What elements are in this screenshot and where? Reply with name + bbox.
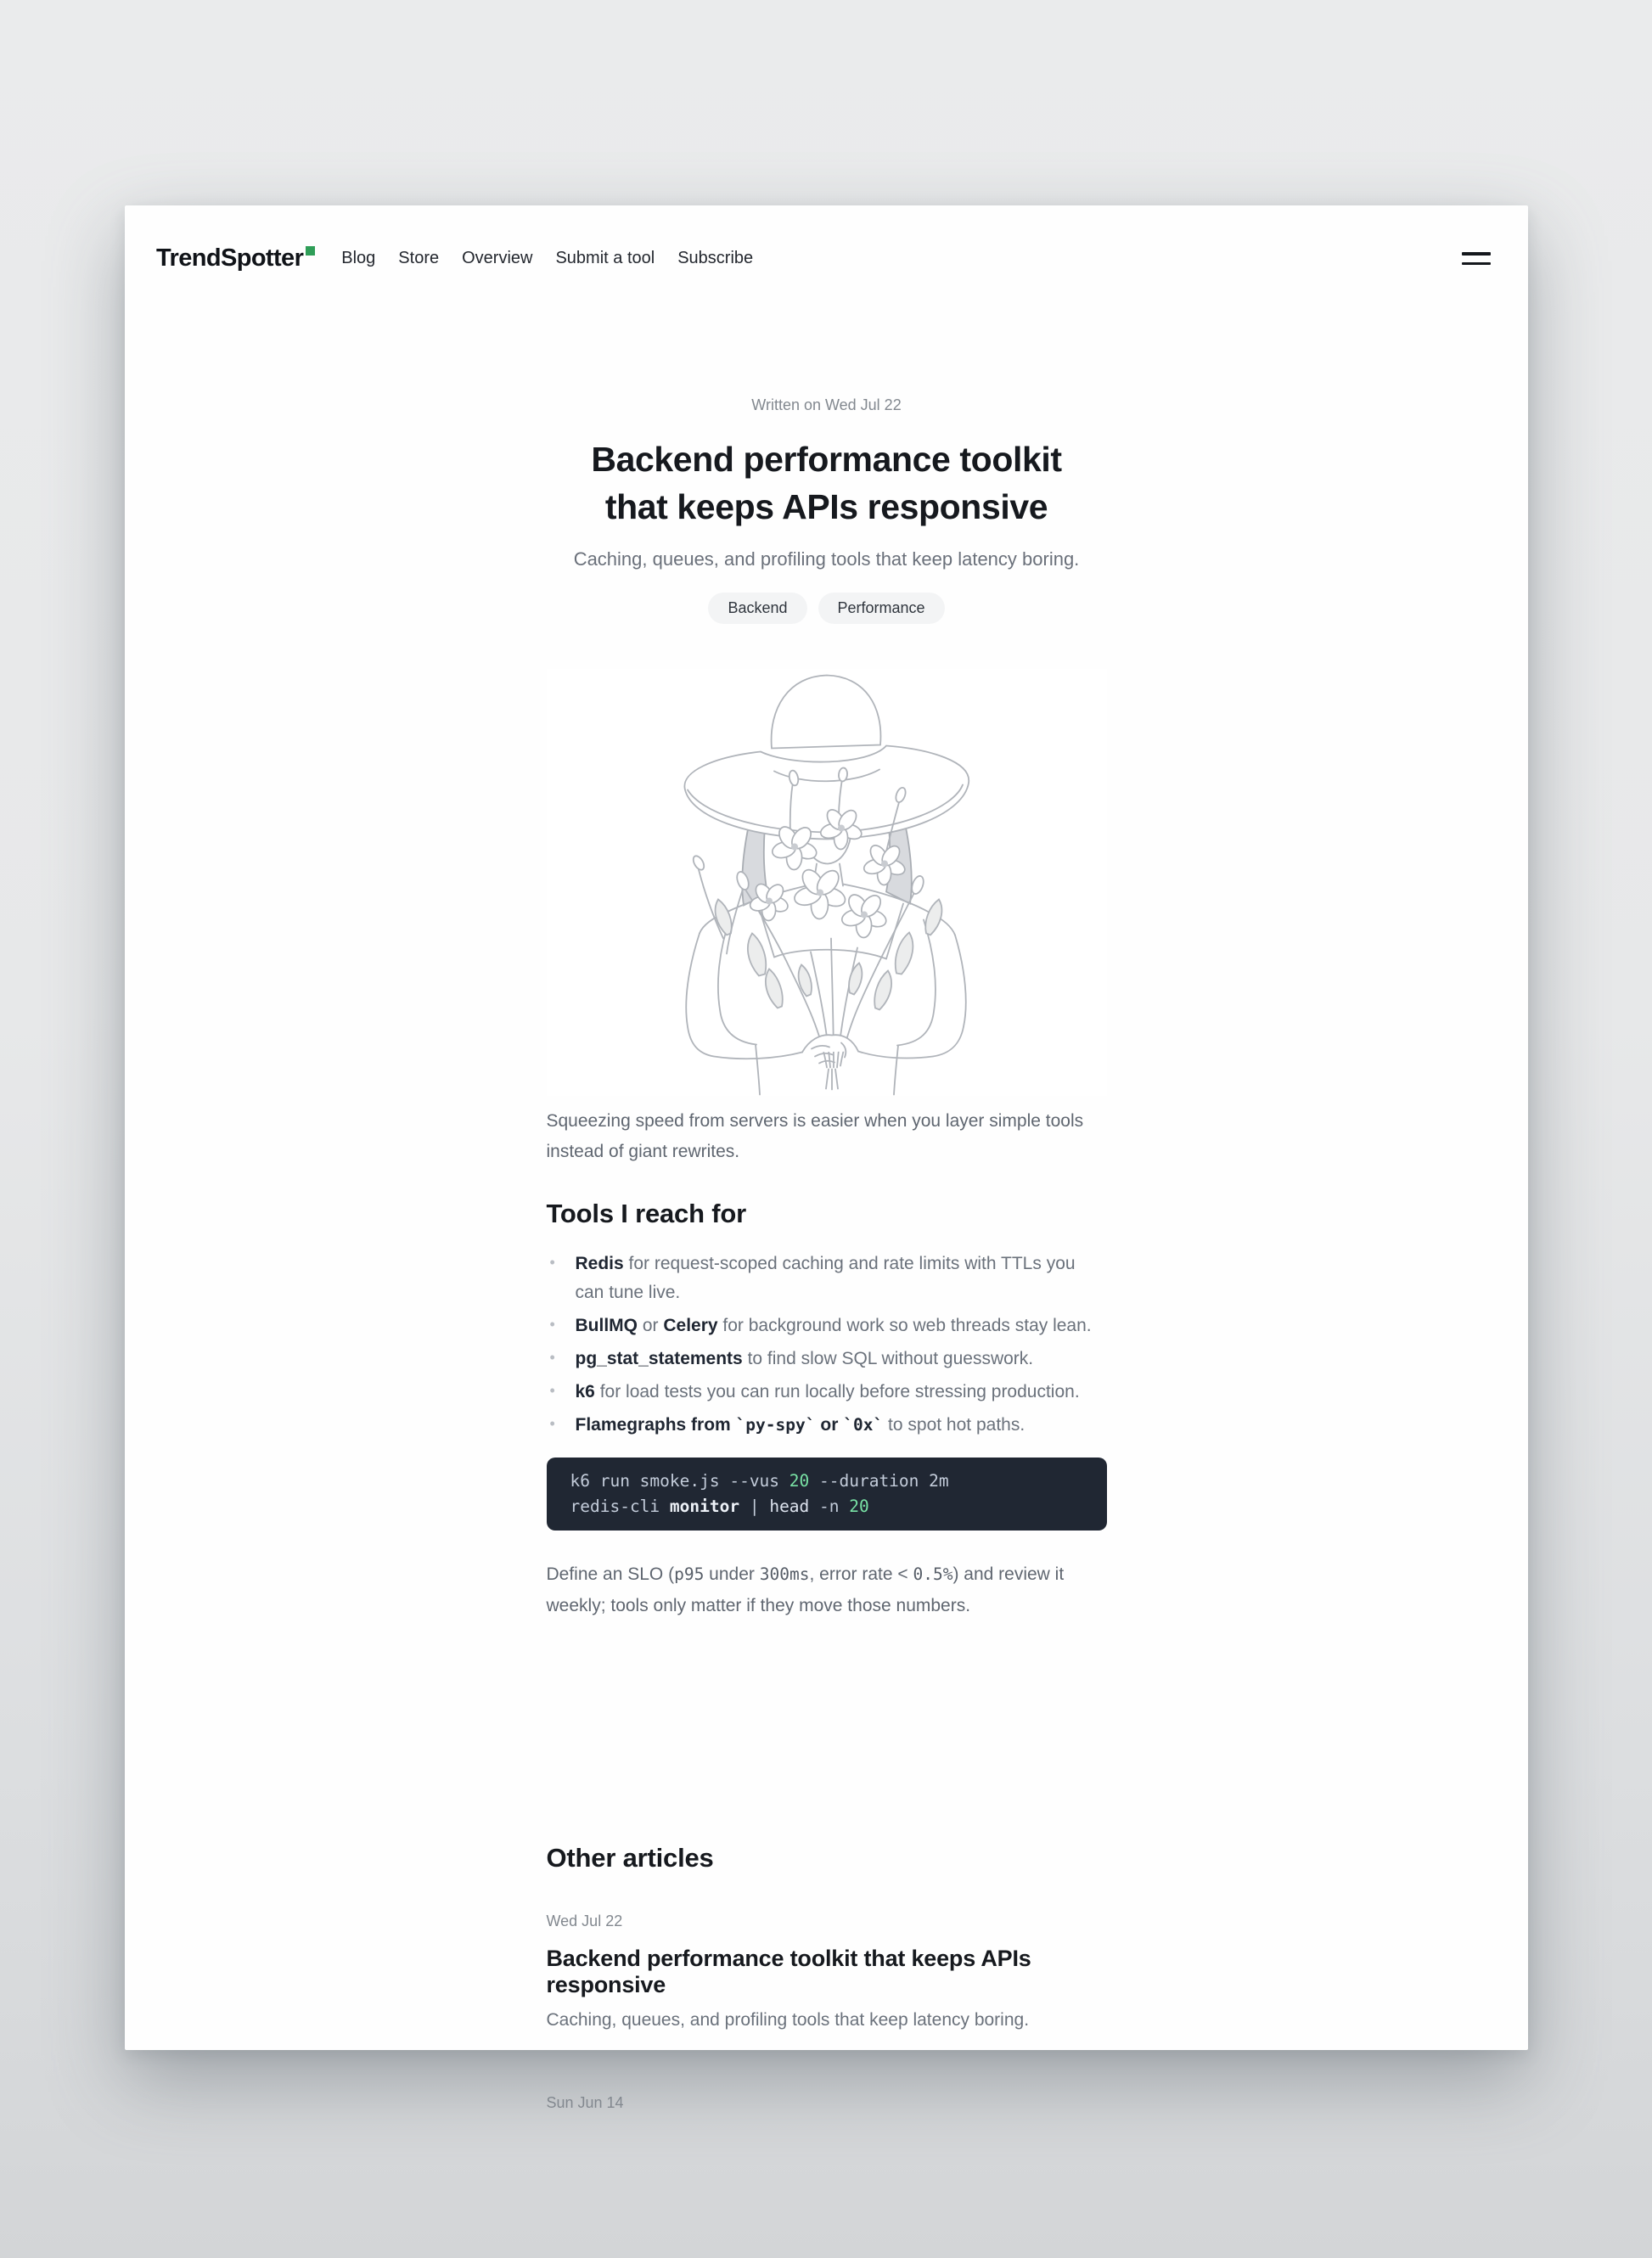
text-segment: redis-cli (570, 1496, 670, 1516)
site-logo[interactable] (156, 244, 315, 272)
text-segment: for load tests you can run locally before stressing production. (594, 1382, 1080, 1402)
nav-link-subscribe[interactable]: Subscribe (677, 249, 754, 267)
text-segment: ) and review it weekly; tools only matter if they move those numbers. (546, 1564, 1065, 1615)
text-segment: Define an SLO ( (546, 1564, 675, 1584)
section-heading-tools: Tools I reach for (546, 1199, 746, 1229)
flower-center (838, 824, 845, 831)
text-segment: to find slow SQL without guesswork. (742, 1349, 1034, 1369)
code-block (547, 1458, 1107, 1531)
article-tags (547, 593, 1107, 624)
list-item (576, 1345, 1107, 1373)
text-segment: , error rate < (809, 1564, 913, 1584)
text-segment: --duration 2m (809, 1470, 949, 1491)
section-heading-other-articles: Other articles (546, 1842, 714, 1873)
text-segment: for background work so web threads stay lean. (717, 1316, 1092, 1336)
tools-list (547, 1250, 1107, 1440)
flower-center (766, 897, 773, 904)
text-segment: -n (809, 1496, 850, 1516)
text-segment: pg_stat_statements (575, 1349, 743, 1369)
text-segment: head (769, 1496, 810, 1516)
article-title (547, 436, 1107, 531)
tag-pill-backend[interactable]: Backend (708, 593, 806, 624)
code-line (570, 1494, 1083, 1519)
flower-center (791, 843, 798, 850)
text-segment: 300ms (759, 1564, 810, 1584)
article-outro (547, 1559, 1107, 1622)
article-link-title: Backend performance toolkit that keeps APIs responsive (546, 1945, 1031, 1997)
hero-illustration (547, 669, 1107, 1096)
flower-center (817, 889, 823, 896)
article-title-line: that keeps APIs responsive (604, 486, 1048, 526)
nav-link-store[interactable]: Store (398, 249, 440, 267)
text-segment: or (638, 1316, 664, 1336)
main-nav (341, 249, 753, 268)
text-segment: | (739, 1496, 770, 1516)
hamburger-icon (1462, 252, 1491, 256)
article-subtitle: Caching, queues, and profiling tools that keep latency boring. (573, 548, 1080, 570)
article-intro: Squeezing speed from servers is easier when you layer simple tools instead of giant rewrites. (546, 1110, 1084, 1162)
text-segment: Flamegraphs from (575, 1415, 736, 1435)
site-header (125, 205, 1528, 272)
hamburger-icon (1462, 262, 1491, 266)
list-item (576, 1411, 1107, 1440)
text-segment: 20 (849, 1496, 869, 1516)
text-segment: Celery (663, 1316, 718, 1336)
text-segment: 20 (789, 1470, 810, 1491)
text-segment: 0.5% (913, 1564, 953, 1584)
site-logo-text: TrendSpotter (156, 244, 304, 272)
hero-image (547, 669, 1107, 1096)
text-segment: `0x` (843, 1415, 884, 1435)
text-segment: p95 (674, 1564, 705, 1584)
article-meta: Written on Wed Jul 22 (751, 396, 902, 413)
flower-center (861, 911, 868, 918)
text-segment: k6 run smoke.js --vus (570, 1470, 789, 1491)
text-segment: or (815, 1415, 844, 1435)
article-date: Wed Jul 22 (546, 1912, 623, 1929)
article-date: Sun Jun 14 (546, 2094, 624, 2112)
text-segment: monitor (669, 1496, 740, 1516)
menu-button[interactable] (1460, 247, 1492, 270)
text-segment: `py-spy` (735, 1415, 816, 1435)
article-description: Caching, queues, and profiling tools that keep latency boring. (546, 2009, 1030, 2030)
nav-link-overview[interactable]: Overview (462, 249, 533, 267)
logo-green-square-icon (306, 246, 315, 256)
text-segment: k6 (575, 1382, 595, 1402)
nav-link-submit-a-tool[interactable]: Submit a tool (555, 249, 655, 267)
flower-center (881, 860, 888, 867)
text-segment: to spot hot paths. (883, 1415, 1025, 1435)
page-card (125, 205, 1528, 2112)
article-card[interactable] (547, 1913, 1107, 2034)
list-item (576, 1250, 1107, 1307)
other-articles-list (547, 1913, 1107, 2113)
list-item (576, 1378, 1107, 1407)
text-segment: for request-scoped caching and rate limits with TTLs you can tune live. (575, 1254, 1076, 1303)
code-line (570, 1469, 1083, 1494)
article-content (547, 396, 1107, 2112)
article-title-line: Backend performance toolkit (591, 440, 1062, 479)
text-segment: Redis (575, 1254, 624, 1274)
list-item (576, 1312, 1107, 1340)
text-segment: BullMQ (575, 1316, 638, 1336)
text-segment: under (704, 1564, 760, 1584)
nav-link-blog[interactable]: Blog (341, 249, 376, 267)
tag-pill-performance[interactable]: Performance (818, 593, 945, 624)
article-card[interactable] (547, 2094, 1107, 2112)
